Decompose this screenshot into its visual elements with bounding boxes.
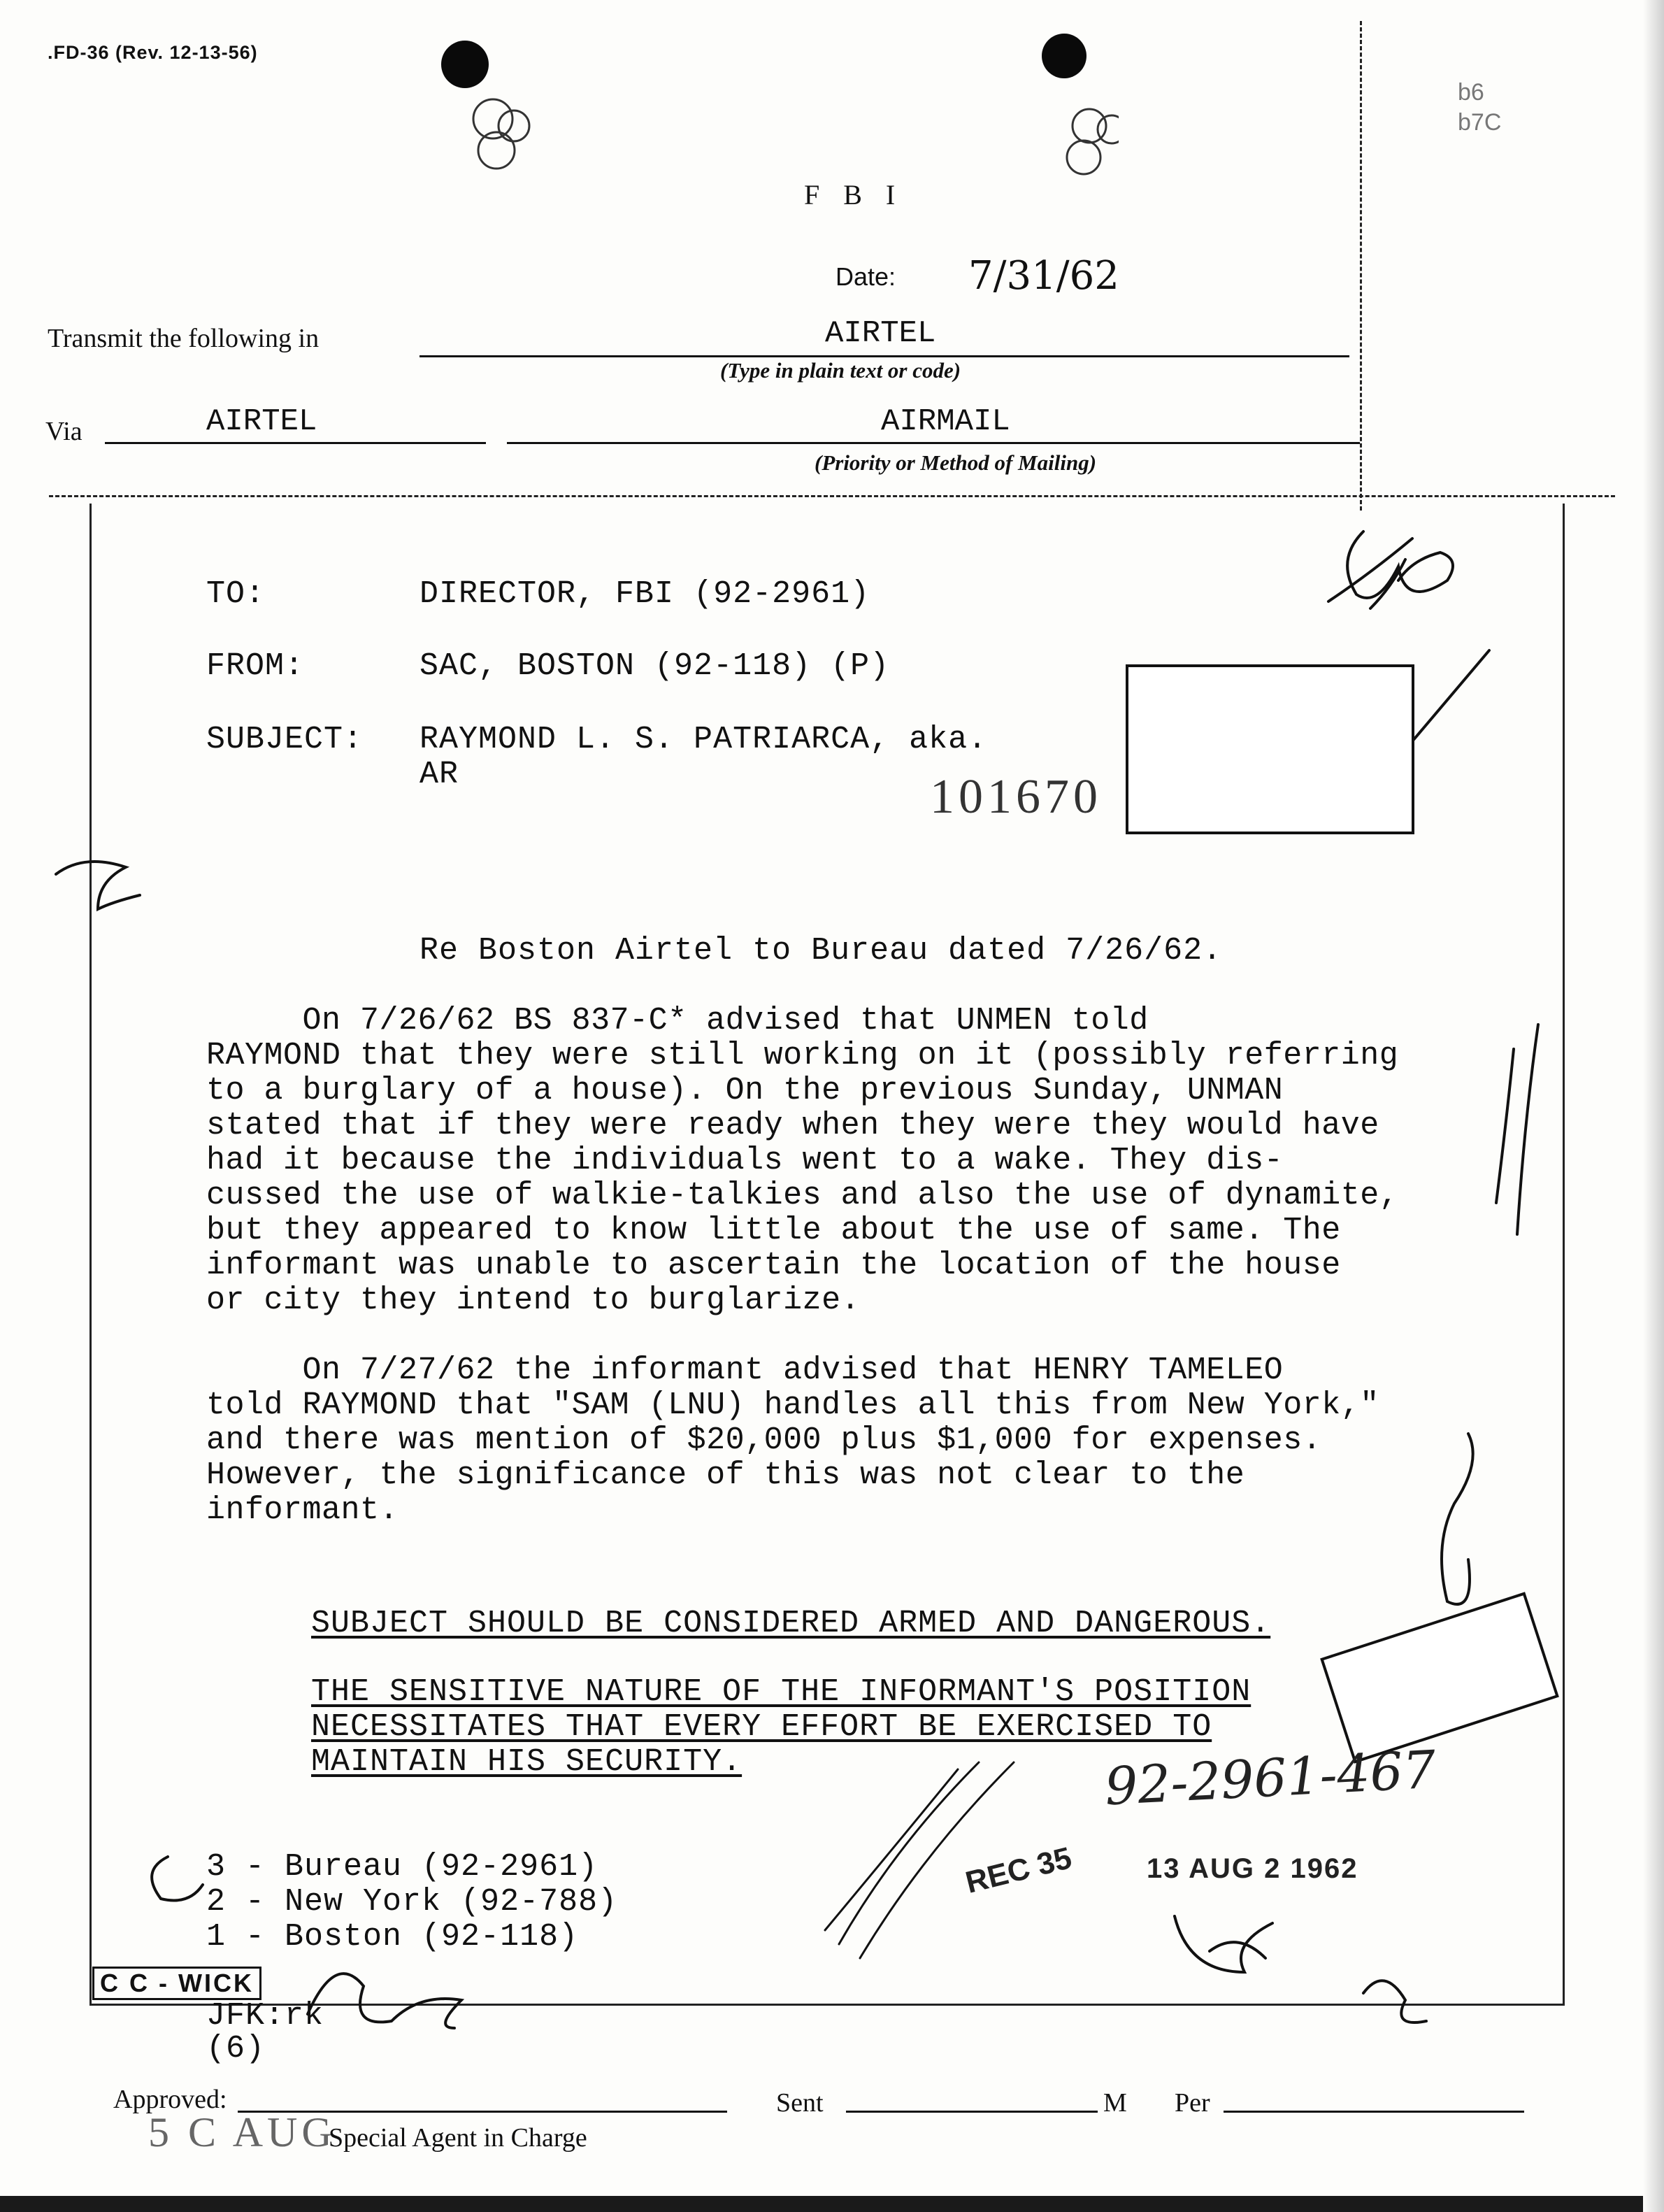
margin-scribble-icon <box>1442 1434 1473 1604</box>
approval-signature-icon <box>308 1974 461 2028</box>
sent-label: Sent <box>776 2088 824 2118</box>
subject-label: SUBJECT: <box>206 722 364 757</box>
from-value: SAC, BOSTON (92-118) (P) <box>419 648 890 684</box>
exemption-code: b7C <box>1458 109 1502 136</box>
distribution-line: 1 - Boston (92-118) <box>206 1919 579 1955</box>
from-label: FROM: <box>206 648 305 684</box>
copy-count: (6) <box>206 2031 266 2067</box>
warning-line-1: THE SENSITIVE NATURE OF THE INFORMANT'S POSITION <box>311 1674 1251 1710</box>
scan-right-edge <box>1643 0 1664 2212</box>
re-line: Re Boston Airtel to Bureau dated 7/26/62. <box>419 933 1223 969</box>
agency-heading: F B I <box>804 179 904 211</box>
margin-scribble-icon <box>56 862 140 909</box>
warning-line-2: NECESSITATES THAT EVERY EFFORT BE EXERCISED TO <box>311 1709 1212 1745</box>
stamp-number: 101670 <box>930 770 1102 824</box>
subject-line1: RAYMOND L. S. PATRIARCA, aka. <box>419 722 988 757</box>
scan-bottom-edge <box>0 2196 1664 2212</box>
warning-line-3: MAINTAIN HIS SECURITY. <box>311 1744 743 1780</box>
warning-armed-dangerous: SUBJECT SHOULD BE CONSIDERED ARMED AND DANGEROUS. <box>311 1606 1271 1641</box>
approved-label: Approved: <box>113 2085 227 2114</box>
subject-line2: AR <box>419 757 459 792</box>
received-date-stamp: 13 AUG 2 1962 <box>1147 1853 1358 1884</box>
transmit-caption: (Type in plain text or code) <box>720 358 961 383</box>
to-label: TO: <box>206 576 266 612</box>
to-value: DIRECTOR, FBI (92-2961) <box>419 576 870 612</box>
sent-rule <box>846 2111 1098 2113</box>
margin-line-icon <box>1496 1049 1514 1203</box>
per-label: Per <box>1175 2088 1210 2118</box>
margin-line-icon <box>1517 1025 1538 1234</box>
hand-initials-icon <box>1363 1981 1426 2022</box>
exemption-code: b6 <box>1458 79 1484 106</box>
distribution-line: 2 - New York (92-788) <box>206 1884 618 1920</box>
approved-date-stamp: 5 C AUG <box>148 2109 336 2155</box>
transmit-label: Transmit the following in <box>48 324 320 353</box>
distribution-line: 3 - Bureau (92-2961) <box>206 1849 598 1885</box>
typist-initials: JFK:rk <box>206 1998 324 2034</box>
via-label: Via <box>45 417 83 446</box>
form-number: .FD-36 (Rev. 12-13-56) <box>48 42 258 63</box>
copy-stamp: C C - WICK <box>92 1967 261 2000</box>
transmit-value: AIRTEL <box>825 316 936 351</box>
via-value: AIRTEL <box>206 404 317 439</box>
m-label: M <box>1103 2088 1127 2118</box>
initials-signature-icon <box>1347 531 1453 598</box>
priority-caption: (Priority or Method of Mailing) <box>815 450 1097 475</box>
check-mark-icon <box>1412 650 1489 741</box>
circle-mark-icon <box>152 1857 203 1901</box>
date-label: Date: <box>835 262 896 291</box>
paragraph-2: On 7/27/62 the informant advised that HENRY TAMELEO told RAYMOND that "SAM (LNU) handles all this from New York," and there was mention of $20,000 plus $1,000 for expenses. However, the significance of this was not clear to the informant. <box>206 1353 1379 1528</box>
file-number-stamp: 92-2961-467 <box>1103 1739 1437 1818</box>
priority-value: AIRMAIL <box>881 404 1010 439</box>
hand-initials-icon <box>1175 1916 1272 1972</box>
sac-label: Special Agent in Charge <box>329 2123 587 2153</box>
per-rule <box>1224 2111 1524 2113</box>
rec-stamp: REC 35 <box>962 1841 1075 1900</box>
date-value: 7/31/62 <box>968 253 1119 299</box>
redaction-box <box>1126 664 1414 834</box>
paragraph-1: On 7/26/62 BS 837-C* advised that UNMEN told RAYMOND that they were still working on it (possibly referring to a burglary of a house). On the previous Sunday, UNMAN stated that if they were ready when they were they would have had it because the individuals went to a wake. They dis- cussed the use of walkie-talkies and also the use of dynamite, but they appeared to know little about the use of same. The informant was unable to ascertain the location of the house or city they intend to burglarize. <box>206 1003 1399 1318</box>
